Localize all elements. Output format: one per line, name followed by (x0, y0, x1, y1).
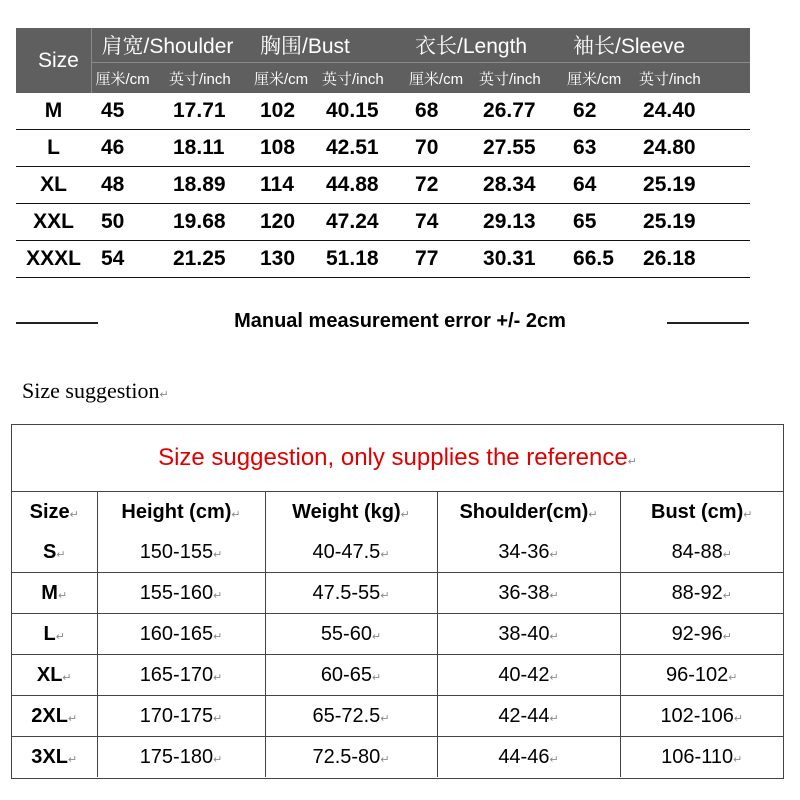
size-suggestion-box (11, 424, 784, 779)
suggestion-value-cell (620, 532, 783, 573)
paragraph-mark-icon: ↵ (400, 508, 410, 521)
unit-cm-label: 厘米/cm (91, 63, 165, 94)
paragraph-mark-icon: ↵ (549, 630, 559, 643)
inch-value-cell: 47.24 (318, 204, 405, 241)
suggestion-value-cell (265, 737, 437, 778)
suggestion-value-cell (620, 737, 783, 778)
size-chart-row (16, 130, 750, 167)
inch-value-cell: 27.55 (475, 130, 563, 167)
measurement-error-note: Manual measurement error +/- 2cm (234, 310, 566, 332)
cm-value-cell: 46 (91, 130, 165, 167)
suggestion-column-header-text: Weight (kg) (292, 500, 401, 523)
cm-value-cell: 77 (405, 241, 475, 278)
unit-inch-label: 英寸/inch (318, 63, 405, 94)
suggestion-cell-text: 42-44 (498, 704, 550, 727)
suggestion-size-cell (12, 696, 97, 737)
suggestion-cell-text: 40-47.5 (312, 540, 381, 563)
suggestion-value-cell (437, 614, 620, 655)
suggestion-cell-text: 2XL (31, 704, 68, 727)
size-label: M (16, 93, 91, 130)
suggestion-value-cell (265, 655, 437, 696)
unit-inch-label: 英寸/inch (165, 63, 250, 94)
suggestion-cell-text: 92-96 (671, 622, 723, 645)
suggestion-value-cell (97, 696, 265, 737)
paragraph-mark-icon: ↵ (733, 712, 744, 725)
suggestion-value-cell (620, 696, 783, 737)
paragraph-mark-icon: ↵ (371, 671, 382, 684)
suggestion-column-header (437, 492, 620, 532)
paragraph-mark-icon: ↵ (380, 548, 390, 561)
suggestion-cell-text: S (42, 540, 57, 563)
size-suggestion-header-row (12, 492, 783, 532)
suggestion-size-cell (12, 737, 97, 778)
inch-value-cell: 25.19 (635, 204, 750, 241)
suggestion-value-cell (97, 573, 265, 614)
cm-value-cell: 66.5 (563, 241, 635, 278)
cm-value-cell: 63 (563, 130, 635, 167)
size-chart-row (16, 167, 750, 204)
suggestion-cell-text: 84-88 (671, 540, 723, 563)
unit-inch-label: 英寸/inch (475, 63, 563, 94)
paragraph-mark-icon: ↵ (55, 630, 65, 643)
size-label: XXXL (16, 241, 91, 278)
suggestion-value-cell (97, 532, 265, 573)
suggestion-row (12, 655, 783, 696)
suggestion-cell-text: 165-170 (139, 663, 214, 686)
suggestion-size-cell (12, 573, 97, 614)
paragraph-mark-icon: ↵ (159, 389, 169, 401)
paragraph-mark-icon: ↵ (213, 753, 223, 766)
suggestion-value-cell (620, 614, 783, 655)
suggestion-cell-text: L (43, 622, 56, 645)
unit-cm-label: 厘米/cm (250, 63, 318, 94)
suggestion-value-cell (97, 614, 265, 655)
cm-value-cell: 74 (405, 204, 475, 241)
paragraph-mark-icon: ↵ (722, 548, 732, 561)
paragraph-mark-icon: ↵ (380, 712, 390, 725)
paragraph-mark-icon: ↵ (213, 712, 223, 725)
paragraph-mark-icon: ↵ (588, 508, 598, 521)
suggestion-cell-text: 36-38 (498, 581, 550, 604)
suggestion-cell-text: 3XL (31, 745, 68, 768)
inch-value-cell: 19.68 (165, 204, 250, 241)
suggestion-row (12, 532, 783, 573)
suggestion-value-cell (265, 573, 437, 614)
size-chart-row (16, 204, 750, 241)
inch-value-cell: 25.19 (635, 167, 750, 204)
suggestion-cell-text: 40-42 (498, 663, 550, 686)
suggestion-column-header (12, 492, 97, 532)
suggestion-size-cell (12, 532, 97, 573)
cm-value-cell: 108 (250, 130, 318, 167)
suggestion-cell-text: 44-46 (498, 745, 550, 768)
size-suggestion-heading-text: Size suggestion (22, 378, 160, 403)
suggestion-cell-text: 160-165 (139, 622, 214, 645)
paragraph-mark-icon: ↵ (549, 712, 559, 725)
inch-value-cell: 18.89 (165, 167, 250, 204)
suggestion-value-cell (437, 737, 620, 778)
paragraph-mark-icon: ↵ (62, 671, 72, 684)
cm-value-cell: 45 (91, 93, 165, 130)
suggestion-column-header (620, 492, 783, 532)
paragraph-mark-icon: ↵ (728, 671, 738, 684)
inch-value-cell: 40.15 (318, 93, 405, 130)
suggestion-cell-text: 65-72.5 (312, 704, 381, 727)
paragraph-mark-icon: ↵ (213, 589, 223, 602)
suggestion-column-header (97, 492, 265, 532)
size-label: XXL (16, 204, 91, 241)
cm-value-cell: 62 (563, 93, 635, 130)
suggestion-column-header-text: Height (cm) (121, 500, 232, 523)
paragraph-mark-icon: ↵ (67, 712, 78, 725)
suggestion-value-cell (265, 532, 437, 573)
size-column-header: Size (16, 28, 91, 93)
inch-value-cell: 18.11 (165, 130, 250, 167)
cm-value-cell: 64 (563, 167, 635, 204)
suggestion-value-cell (97, 737, 265, 778)
suggestion-cell-text: 55-60 (320, 622, 372, 645)
paragraph-mark-icon: ↵ (56, 548, 66, 561)
suggestion-value-cell (437, 573, 620, 614)
size-chart-header-row (16, 28, 750, 63)
suggestion-value-cell (437, 532, 620, 573)
suggestion-cell-text: 60-65 (320, 663, 372, 686)
paragraph-mark-icon: ↵ (733, 753, 743, 766)
paragraph-mark-icon: ↵ (722, 630, 732, 643)
suggestion-cell-text: 150-155 (139, 540, 214, 563)
size-suggestion-title-text: Size suggestion, only supplies the reference (158, 444, 628, 471)
inch-value-cell: 24.40 (635, 93, 750, 130)
paragraph-mark-icon: ↵ (722, 589, 732, 602)
size-suggestion-title (12, 425, 783, 492)
suggestion-column-header-text: Shoulder(cm) (459, 500, 589, 523)
cm-value-cell: 65 (563, 204, 635, 241)
paragraph-mark-icon: ↵ (213, 548, 223, 561)
cm-value-cell: 72 (405, 167, 475, 204)
inch-value-cell: 29.13 (475, 204, 563, 241)
suggestion-cell-text: 72.5-80 (312, 745, 381, 768)
paragraph-mark-icon: ↵ (549, 753, 559, 766)
paragraph-mark-icon: ↵ (743, 508, 753, 521)
suggestion-cell-text: XL (36, 663, 63, 686)
cm-value-cell: 48 (91, 167, 165, 204)
paragraph-mark-icon: ↵ (549, 548, 559, 561)
suggestion-value-cell (265, 614, 437, 655)
right-divider-line (667, 322, 749, 324)
suggestion-cell-text: 106-110 (661, 745, 734, 768)
size-chart-row (16, 93, 750, 130)
paragraph-mark-icon: ↵ (231, 508, 241, 521)
suggestion-row (12, 737, 783, 778)
inch-value-cell: 42.51 (318, 130, 405, 167)
paragraph-mark-icon: ↵ (627, 456, 637, 468)
inch-value-cell: 17.71 (165, 93, 250, 130)
suggestion-value-cell (620, 655, 783, 696)
size-chart-body (16, 93, 750, 278)
cm-value-cell: 130 (250, 241, 318, 278)
suggestion-size-cell (12, 614, 97, 655)
suggestion-value-cell (437, 696, 620, 737)
length-header: 衣长/Length (405, 28, 563, 63)
suggestion-cell-text: 34-36 (498, 540, 550, 563)
suggestion-cell-text: 175-180 (139, 745, 214, 768)
paragraph-mark-icon: ↵ (213, 630, 223, 643)
inch-value-cell: 21.25 (165, 241, 250, 278)
size-suggestion-body (12, 532, 783, 777)
suggestion-cell-text: 102-106 (660, 704, 734, 727)
suggestion-cell-text: 170-175 (139, 704, 214, 727)
suggestion-cell-text: M (41, 581, 58, 604)
size-chart-row (16, 241, 750, 278)
suggestion-value-cell (265, 696, 437, 737)
sleeve-header: 袖长/Sleeve (563, 28, 750, 63)
cm-value-cell: 54 (91, 241, 165, 278)
unit-cm-label: 厘米/cm (563, 63, 635, 94)
inch-value-cell: 44.88 (318, 167, 405, 204)
paragraph-mark-icon: ↵ (69, 508, 79, 521)
cm-value-cell: 50 (91, 204, 165, 241)
size-chart-unit-row (16, 63, 750, 94)
suggestion-row (12, 614, 783, 655)
suggestion-column-header-text: Bust (cm) (651, 500, 744, 523)
suggestion-value-cell (437, 655, 620, 696)
cm-value-cell: 120 (250, 204, 318, 241)
inch-value-cell: 26.18 (635, 241, 750, 278)
size-label: L (16, 130, 91, 167)
suggestion-cell-text: 47.5-55 (312, 581, 381, 604)
size-suggestion-table (12, 492, 783, 777)
inch-value-cell: 24.80 (635, 130, 750, 167)
suggestion-cell-text: 38-40 (498, 622, 550, 645)
suggestion-value-cell (97, 655, 265, 696)
cm-value-cell: 70 (405, 130, 475, 167)
cm-value-cell: 102 (250, 93, 318, 130)
suggestion-cell-text: 88-92 (671, 581, 723, 604)
unit-inch-label: 英寸/inch (635, 63, 750, 94)
inch-value-cell: 30.31 (475, 241, 563, 278)
suggestion-column-header (265, 492, 437, 532)
suggestion-cell-text: 96-102 (666, 663, 729, 686)
suggestion-column-header-text: Size (29, 500, 70, 523)
inch-value-cell: 51.18 (318, 241, 405, 278)
paragraph-mark-icon: ↵ (549, 671, 559, 684)
suggestion-value-cell (620, 573, 783, 614)
suggestion-size-cell (12, 655, 97, 696)
suggestion-row (12, 696, 783, 737)
size-suggestion-heading (22, 378, 169, 404)
inch-value-cell: 28.34 (475, 167, 563, 204)
cm-value-cell: 68 (405, 93, 475, 130)
paragraph-mark-icon: ↵ (380, 589, 390, 602)
shoulder-header: 肩宽/Shoulder (91, 28, 250, 63)
paragraph-mark-icon: ↵ (380, 753, 390, 766)
size-label: XL (16, 167, 91, 204)
paragraph-mark-icon: ↵ (549, 589, 559, 602)
paragraph-mark-icon: ↵ (57, 589, 68, 602)
suggestion-cell-text: 155-160 (139, 581, 214, 604)
unit-cm-label: 厘米/cm (405, 63, 475, 94)
size-chart-table (16, 28, 750, 278)
paragraph-mark-icon: ↵ (371, 630, 382, 643)
cm-value-cell: 114 (250, 167, 318, 204)
bust-header: 胸围/Bust (250, 28, 405, 63)
suggestion-row (12, 573, 783, 614)
paragraph-mark-icon: ↵ (213, 671, 223, 684)
inch-value-cell: 26.77 (475, 93, 563, 130)
paragraph-mark-icon: ↵ (67, 753, 78, 766)
